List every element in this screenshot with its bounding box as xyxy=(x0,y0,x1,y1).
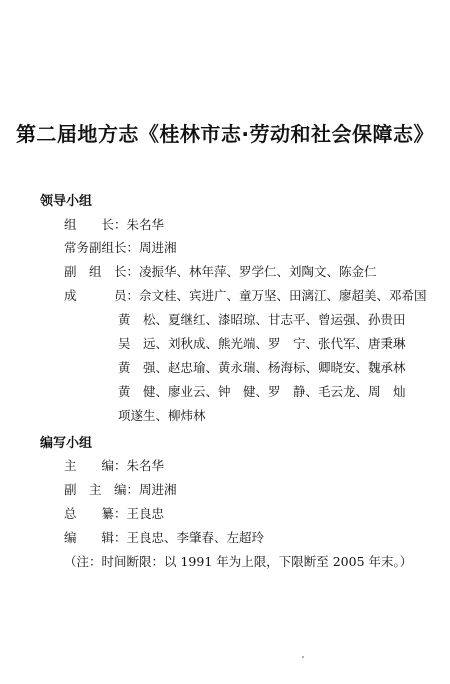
writing-row-compiler xyxy=(64,504,164,522)
leadership-row-leader xyxy=(64,215,164,233)
member-line: 吴 远、刘秋成、熊光端、罗 宁、张代军、唐秉琳 xyxy=(118,336,406,351)
leadership-row-deputies xyxy=(64,262,377,280)
names: 王良忠 xyxy=(126,506,165,521)
names: 周进湘 xyxy=(139,240,177,255)
role-label: 编 辑： xyxy=(64,530,127,545)
names: 周进湘 xyxy=(139,482,177,497)
writing-row-chief-editor xyxy=(64,456,164,474)
role-label: 副 组 长： xyxy=(64,264,140,279)
writing-heading: 编写小组 xyxy=(40,436,93,451)
role-label: 主 编： xyxy=(64,458,127,473)
names: 凌振华、林年萍、罗学仁、刘陶文、陈金仁 xyxy=(139,264,377,279)
names: 朱名华 xyxy=(126,458,165,473)
leadership-row-executive-deputy xyxy=(64,238,177,256)
member-line: 黄 健、廖业云、钟 健、罗 静、毛云龙、周 灿 xyxy=(118,384,406,399)
role-label: 组 长： xyxy=(64,217,127,232)
names: 佘文桂、宾进广、童万坚、田漓江、廖超美、邓希国 xyxy=(139,288,427,303)
role-label: 成 员： xyxy=(64,288,140,303)
role-label: 副 主 编： xyxy=(64,482,140,497)
member-line: 黄 强、赵忠瑜、黄永瑞、杨海标、卿晓安、魏承林 xyxy=(118,360,406,375)
member-line: 黄 松、夏继红、漆昭琼、甘志平、曾运强、孙贵田 xyxy=(118,312,406,327)
names: 王良忠、李肇春、左超玲 xyxy=(126,530,265,545)
leadership-heading: 领导小组 xyxy=(40,194,93,209)
writing-row-editors xyxy=(64,528,264,546)
writing-row-deputy-editor xyxy=(64,480,177,498)
role-label: 总 纂： xyxy=(64,506,127,521)
page-title: 第二届地方志《桂林市志·劳动和社会保障志》 xyxy=(15,122,435,146)
member-line: 项遂生、柳炜林 xyxy=(118,408,206,423)
role-label: 常务副组长： xyxy=(64,240,140,255)
time-scope-note: （注：时间断限：以 1991 年为上限，下限断至 2005 年末。） xyxy=(64,554,413,569)
scan-speck xyxy=(302,656,304,658)
leadership-row-members xyxy=(64,286,427,304)
names: 朱名华 xyxy=(126,217,165,232)
